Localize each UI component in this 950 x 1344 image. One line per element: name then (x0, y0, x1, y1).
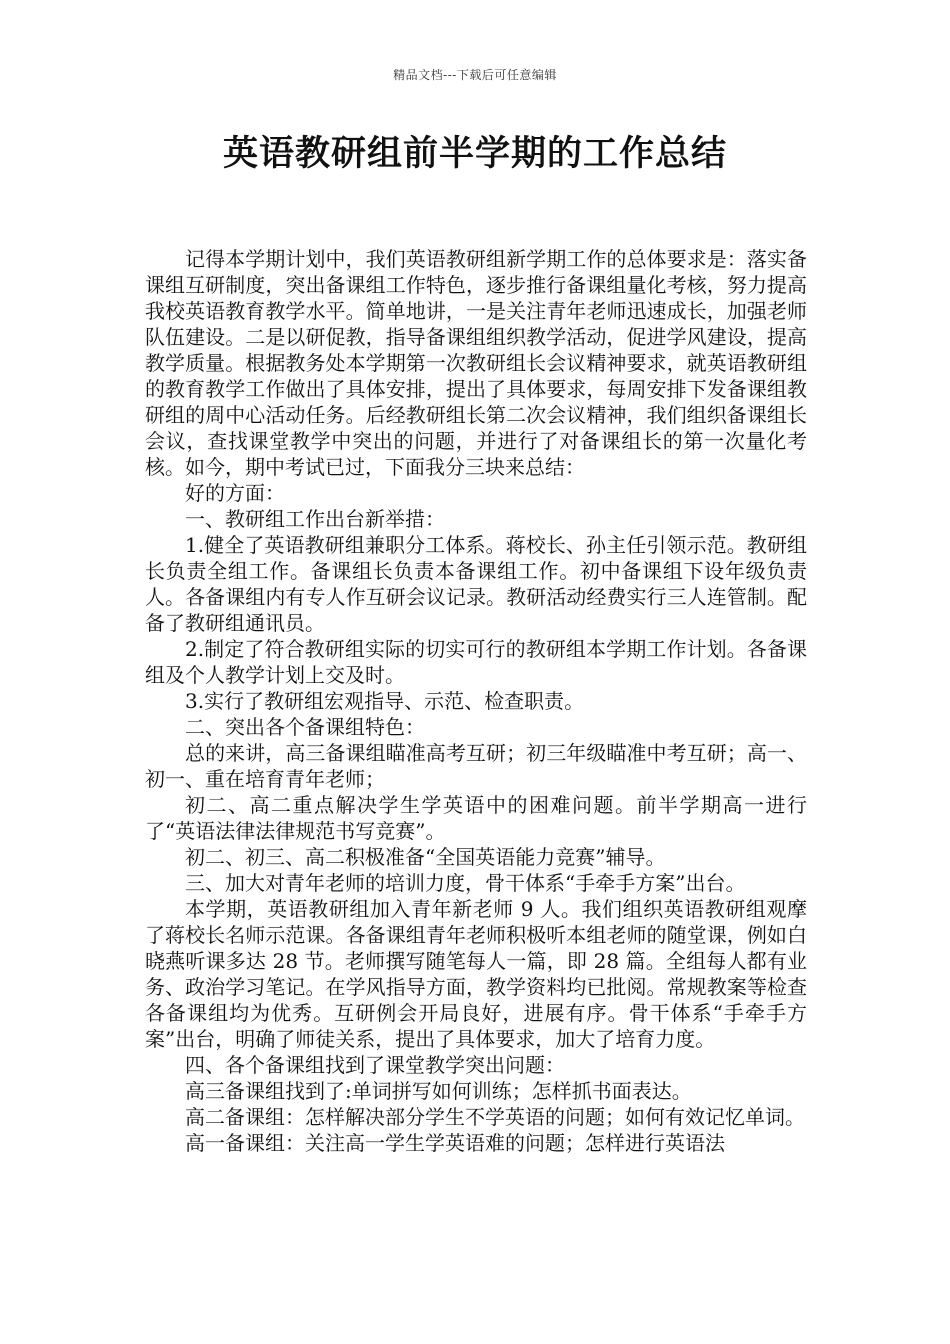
document-title: 英语教研组前半学期的工作总结 (222, 134, 727, 174)
section-heading-4: 四、各个备课组找到了课堂教学突出问题： (185, 1053, 565, 1077)
paragraph-overall: 总的来讲，高三备课组瞄准高考互研；初三年级瞄准中考互研；高一、初一、重在培育青年老师； (145, 741, 807, 791)
paragraph-intro: 记得本学期计划中，我们英语教研组新学期工作的总体要求是：落实备课组互研制度，突出备课组工作特色，逐步推行备课组量化考核，努力提高我校英语教育教学水平。简单地讲，一是关注青年老师迅速成长，加强老师队伍建设。二是以研促教，指导备课组组织教学活动，促进学风建设，提高教学质量。根据教务处本学期第一次教研组长会议精神要求，就英语教研组的教育教学工作做出了具体安排，提出了具体要求，每周安排下发备课组教研组的周中心活动任务。后经教研组长第二次会议精神，我们组织备课组长会议，查找课堂教学中突出的问题，并进行了对备课组长的第一次量化考核。如今，期中考试已过，下面我分三块来总结： (145, 247, 807, 479)
paragraph-item-2: 2.制定了符合教研组实际的切实可行的教研组本学期工作计划。各备课组及个人教学计划上交及时。 (145, 637, 807, 687)
section-heading-2: 二、突出各个备课组特色： (185, 715, 425, 739)
paragraph-senior-one: 高一备课组：关注高一学生学英语难的问题；怎样进行英语法 (185, 1131, 725, 1155)
paragraph-good-aspects: 好的方面： (185, 481, 285, 505)
paragraph-competition: 初二、初三、高二积极准备“全国英语能力竞赛”辅导。 (185, 845, 666, 869)
section-heading-1: 一、教研组工作出台新举措： (185, 507, 445, 531)
paragraph-grade-two: 初二、高二重点解决学生学英语中的困难问题。前半学期高一进行了“英语法律法律规范书写竞赛”。 (145, 793, 807, 843)
document-body (145, 246, 807, 1156)
paragraph-item-3: 3.实行了教研组宏观指导、示范、检查职责。 (185, 689, 585, 713)
paragraph-training: 本学期，英语教研组加入青年新老师 9 人。我们组织英语教研组观摩了蒋校长名师示范课。各备课组青年老师积极听本组老师的随堂课，例如白晓燕听课多达 28 节。老师撰写随笔每人一篇，即 28 篇。全组每人都有业务、政治学习笔记。在学风指导方面，教学资料均已批阅。常规教案等检查各备课组均为优秀。互研例会开局良好，进展有序。骨干体系“手牵手方案”出台，明确了师徒关系，提出了具体要求，加大了培育力度。 (145, 897, 807, 1051)
header-note: 精品文档---下载后可任意编辑 (393, 68, 557, 82)
paragraph-item-1: 1.健全了英语教研组兼职分工体系。蒋校长、孙主任引领示范。教研组长负责全组工作。备课组长负责本备课组工作。初中备课组下设年级负责人。各备课组内有专人作互研会议记录。教研活动经费实行三人连管制。配备了教研组通讯员。 (145, 533, 807, 635)
paragraph-senior-two: 高二备课组：怎样解决部分学生不学英语的问题；如何有效记忆单词。 (185, 1105, 805, 1129)
section-heading-3: 三、加大对青年老师的培训力度，骨干体系“手牵手方案”出台。 (185, 871, 746, 895)
paragraph-senior-three: 高三备课组找到了:单词拼写如何训练；怎样抓书面表达。 (185, 1079, 692, 1103)
